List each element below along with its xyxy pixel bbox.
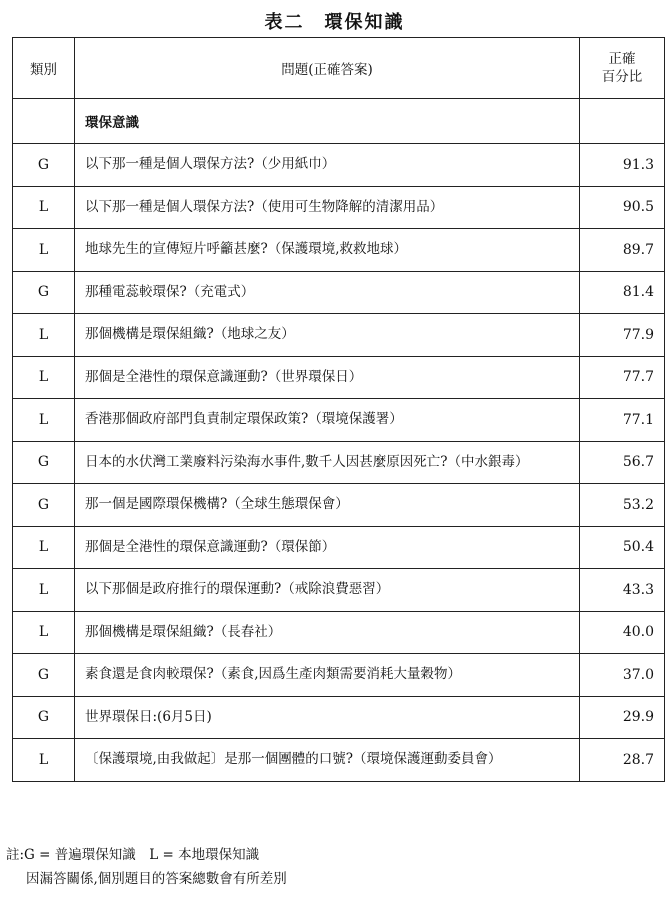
row-question: 那個是全港性的環保意識運動?（環保節） (75, 526, 580, 569)
row-category: L (13, 526, 75, 569)
header-percent-line2: 百分比 (601, 69, 643, 85)
footnotes (6, 843, 287, 891)
section-row (13, 99, 665, 144)
row-category: L (13, 399, 75, 442)
row-question: 素食還是食肉較環保?（素食,因爲生產肉類需要消耗大量穀物） (75, 654, 580, 697)
row-question: 以下那一種是個人環保方法?（使用可生物降解的清潔用品） (75, 186, 580, 229)
row-category: G (13, 441, 75, 484)
row-percent: 81.4 (580, 271, 665, 314)
table-row (13, 611, 665, 654)
row-percent: 50.4 (580, 526, 665, 569)
section-percent-cell (580, 99, 665, 144)
row-question: 那個是全港性的環保意識運動?（世界環保日） (75, 356, 580, 399)
table-row (13, 314, 665, 357)
row-question: 地球先生的宣傳短片呼籲甚麼?（保護環境,救救地球） (75, 229, 580, 272)
table-row (13, 739, 665, 782)
row-category: L (13, 356, 75, 399)
row-category: L (13, 186, 75, 229)
header-question: 問題(正確答案) (75, 38, 580, 99)
row-percent: 77.9 (580, 314, 665, 357)
row-question: 以下那一種是個人環保方法?（少用紙巾） (75, 144, 580, 187)
row-category: L (13, 611, 75, 654)
row-question: 那個機構是環保組織?（地球之友） (75, 314, 580, 357)
section-category-cell (13, 99, 75, 144)
row-percent: 90.5 (580, 186, 665, 229)
row-percent: 43.3 (580, 569, 665, 612)
table-row (13, 186, 665, 229)
row-percent: 53.2 (580, 484, 665, 527)
table-row (13, 356, 665, 399)
header-percent (580, 38, 665, 99)
header-percent-line1: 正確 (608, 51, 636, 67)
header-category: 類別 (13, 38, 75, 99)
footnote-legend: 註:G = 普遍環保知識 L = 本地環保知識 (6, 847, 260, 863)
table-row (13, 441, 665, 484)
row-question: 那一個是國際環保機構?（全球生態環保會） (75, 484, 580, 527)
row-category: G (13, 696, 75, 739)
row-percent: 28.7 (580, 739, 665, 782)
row-category: L (13, 229, 75, 272)
row-category: G (13, 144, 75, 187)
row-question: 〔保護環境,由我做起〕是那一個團體的口號?（環境保護運動委員會） (75, 739, 580, 782)
row-percent: 77.7 (580, 356, 665, 399)
row-category: L (13, 314, 75, 357)
row-question: 日本的水伏灣工業廢料污染海水事件,數千人因甚麼原因死亡?（中水銀毒） (75, 441, 580, 484)
table-row (13, 526, 665, 569)
row-category: G (13, 484, 75, 527)
row-percent: 40.0 (580, 611, 665, 654)
row-category: L (13, 739, 75, 782)
row-percent: 89.7 (580, 229, 665, 272)
row-category: L (13, 569, 75, 612)
table-title: 表二 環保知識 (264, 12, 405, 33)
table-row (13, 484, 665, 527)
row-question: 世界環保日:(6月5日) (75, 696, 580, 739)
environmental-knowledge-table (12, 37, 665, 782)
row-category: G (13, 654, 75, 697)
header-row (13, 38, 665, 99)
row-question: 那種電蕊較環保?（充電式） (75, 271, 580, 314)
row-question: 以下那個是政府推行的環保運動?（戒除浪費惡習） (75, 569, 580, 612)
row-percent: 56.7 (580, 441, 665, 484)
row-question: 那個機構是環保組織?（長春社） (75, 611, 580, 654)
table-row (13, 696, 665, 739)
table-row (13, 569, 665, 612)
row-percent: 29.9 (580, 696, 665, 739)
section-title: 環保意識 (75, 99, 580, 144)
table-row (13, 271, 665, 314)
row-percent: 91.3 (580, 144, 665, 187)
row-percent: 77.1 (580, 399, 665, 442)
row-percent: 37.0 (580, 654, 665, 697)
footnote-missing-answers: 因漏答關係,個別題目的答案總數會有所差別 (26, 871, 287, 887)
row-question: 香港那個政府部門負責制定環保政策?（環境保護署） (75, 399, 580, 442)
table-row (13, 229, 665, 272)
table-row (13, 399, 665, 442)
table-row (13, 144, 665, 187)
table-row (13, 654, 665, 697)
row-category: G (13, 271, 75, 314)
